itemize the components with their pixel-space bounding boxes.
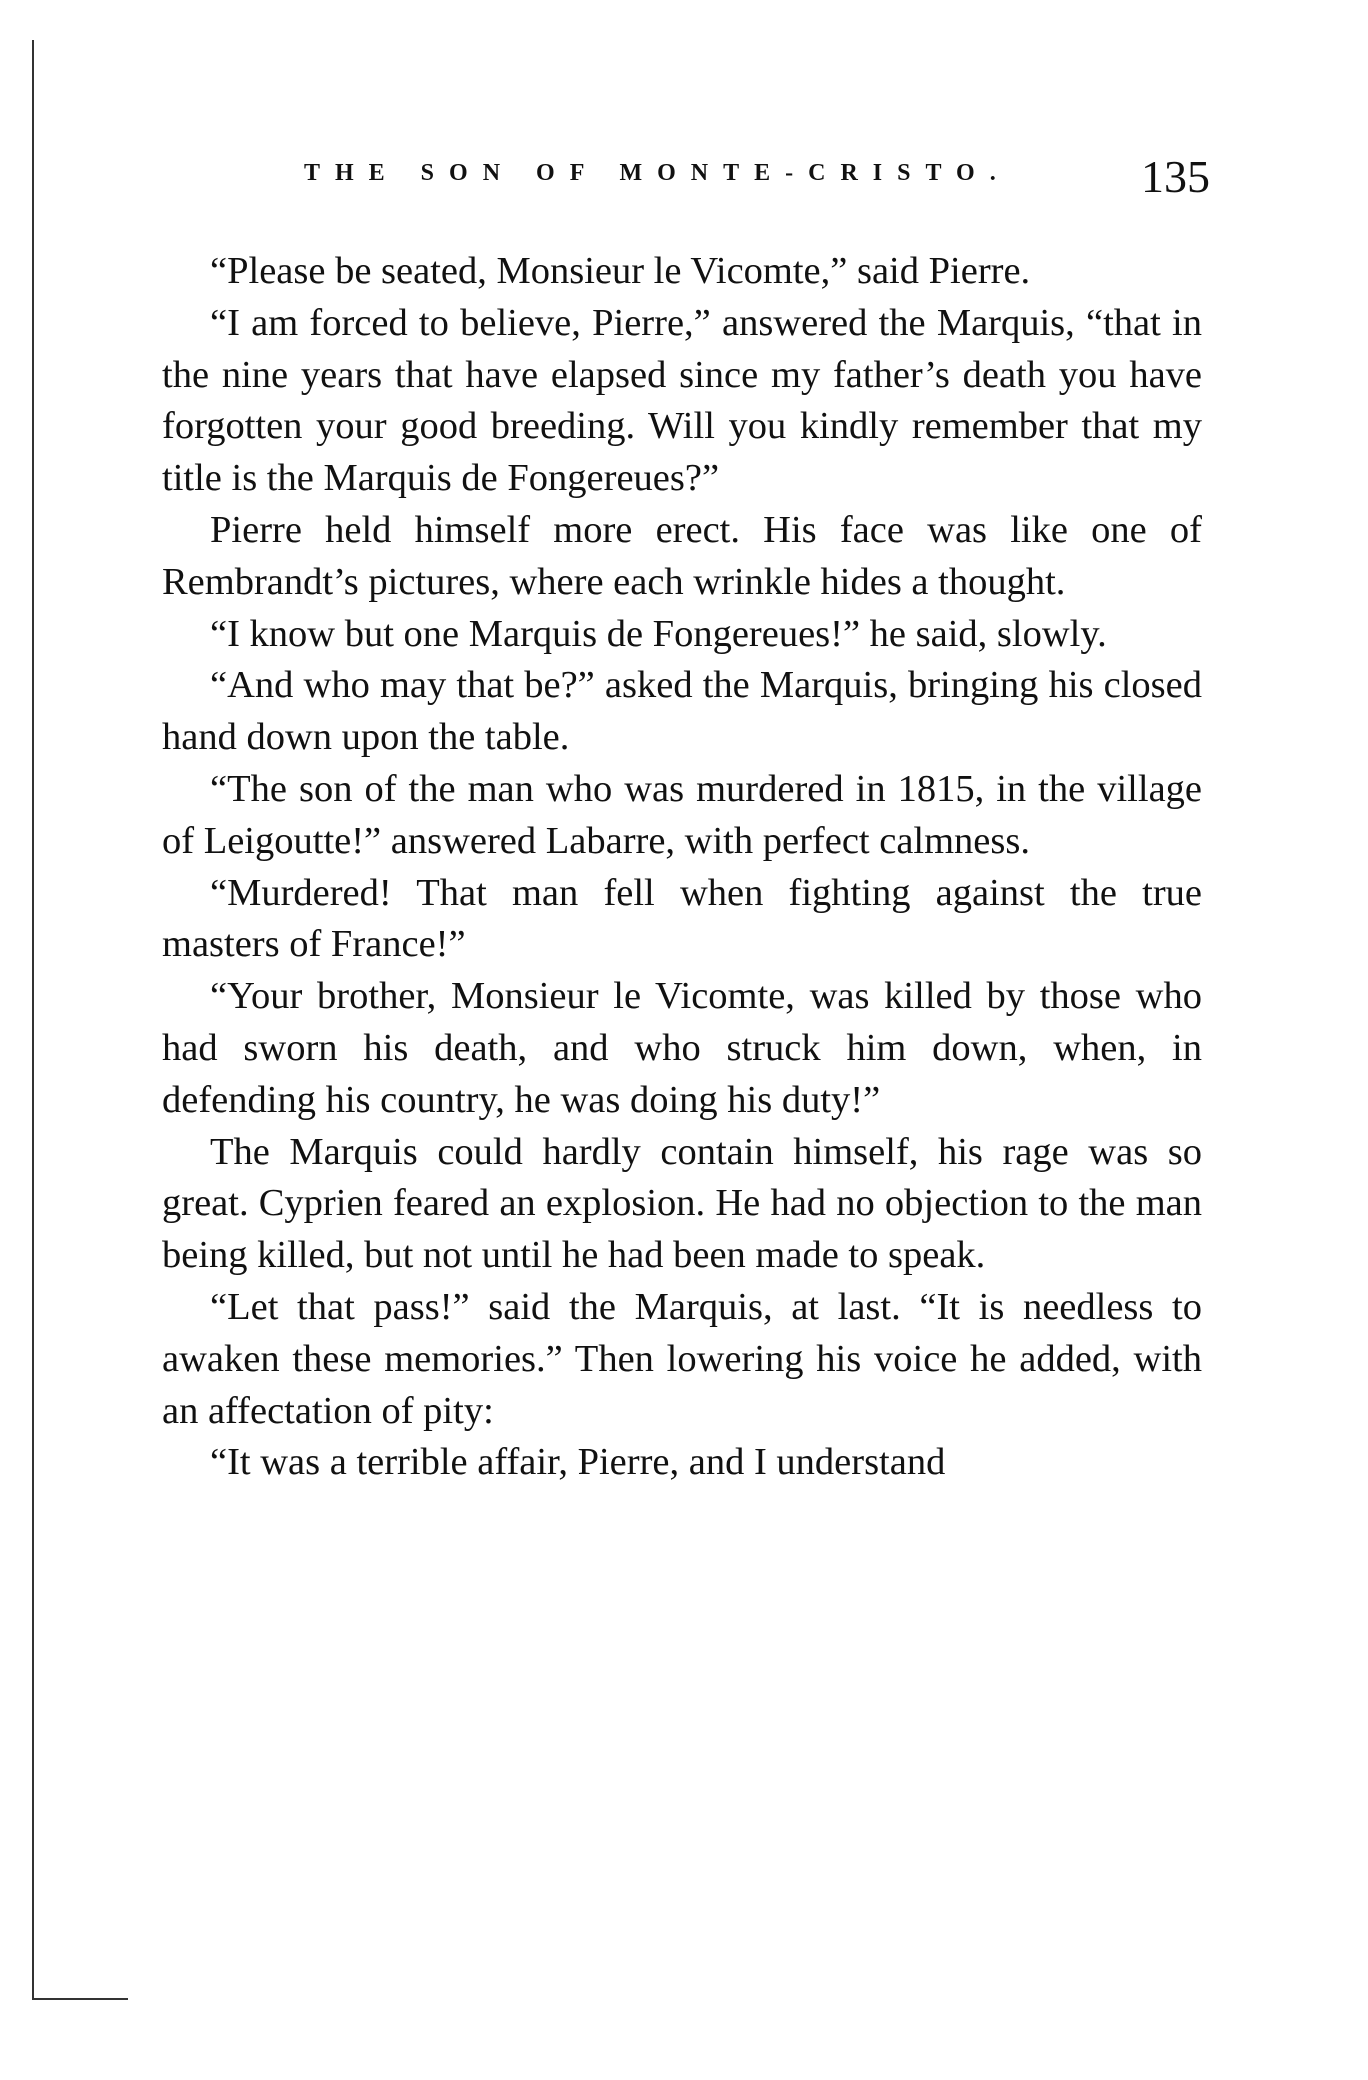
scan-edge-line-bottom [32, 1998, 128, 2000]
paragraph: The Marquis could hardly contain himself, his rage was so great. Cyprien feared an explosion. He had no objection to the man being killed, but not until he had been made to speak. [162, 1130, 1202, 1277]
paragraph: “Please be seated, Monsieur le Vicomte,” said Pierre. [210, 250, 1031, 292]
paragraph: “It was a terrible affair, Pierre, and I understand [210, 1441, 946, 1484]
running-title: THE SON OF MONTE-CRISTO. [304, 160, 1011, 186]
body-text [162, 246, 1202, 1489]
paragraph: “The son of the man who was murdered in 1815, in the village of Leigoutte!” answered Labarre, with perfect calmness. [162, 767, 1202, 862]
paragraph: “Murdered! That man fell when fighting against the true masters of France!” [162, 871, 1202, 966]
paragraph: “Your brother, Monsieur le Vicomte, was killed by those who had sworn his death, and who struck him down, when, in defending his country, he was doing his duty!” [162, 975, 1202, 1121]
paragraph: Pierre held himself more erect. His face was like one of Rembrandt’s pictures, where each wrinkle hides a thought. [162, 508, 1202, 603]
paragraph: “I am forced to believe, Pierre,” answered the Marquis, “that in the nine years that have elapsed since my father’s death you have forgotten your good breeding. Will you kindly remember that my title is the Marquis de Fongereues?” [162, 301, 1202, 500]
paragraph: “And who may that be?” asked the Marquis, bringing his closed hand down upon the table. [162, 664, 1202, 759]
paragraph: “Let that pass!” said the Marquis, at last. “It is needless to awaken these memories.” Then lowering his voice he added, with an affectation of pity: [162, 1285, 1202, 1432]
paragraph: “I know but one Marquis de Fongereues!” he said, slowly. [210, 612, 1107, 655]
page-number: 135 [1141, 151, 1210, 202]
running-header [162, 150, 1214, 210]
scan-edge-line [32, 40, 34, 2000]
